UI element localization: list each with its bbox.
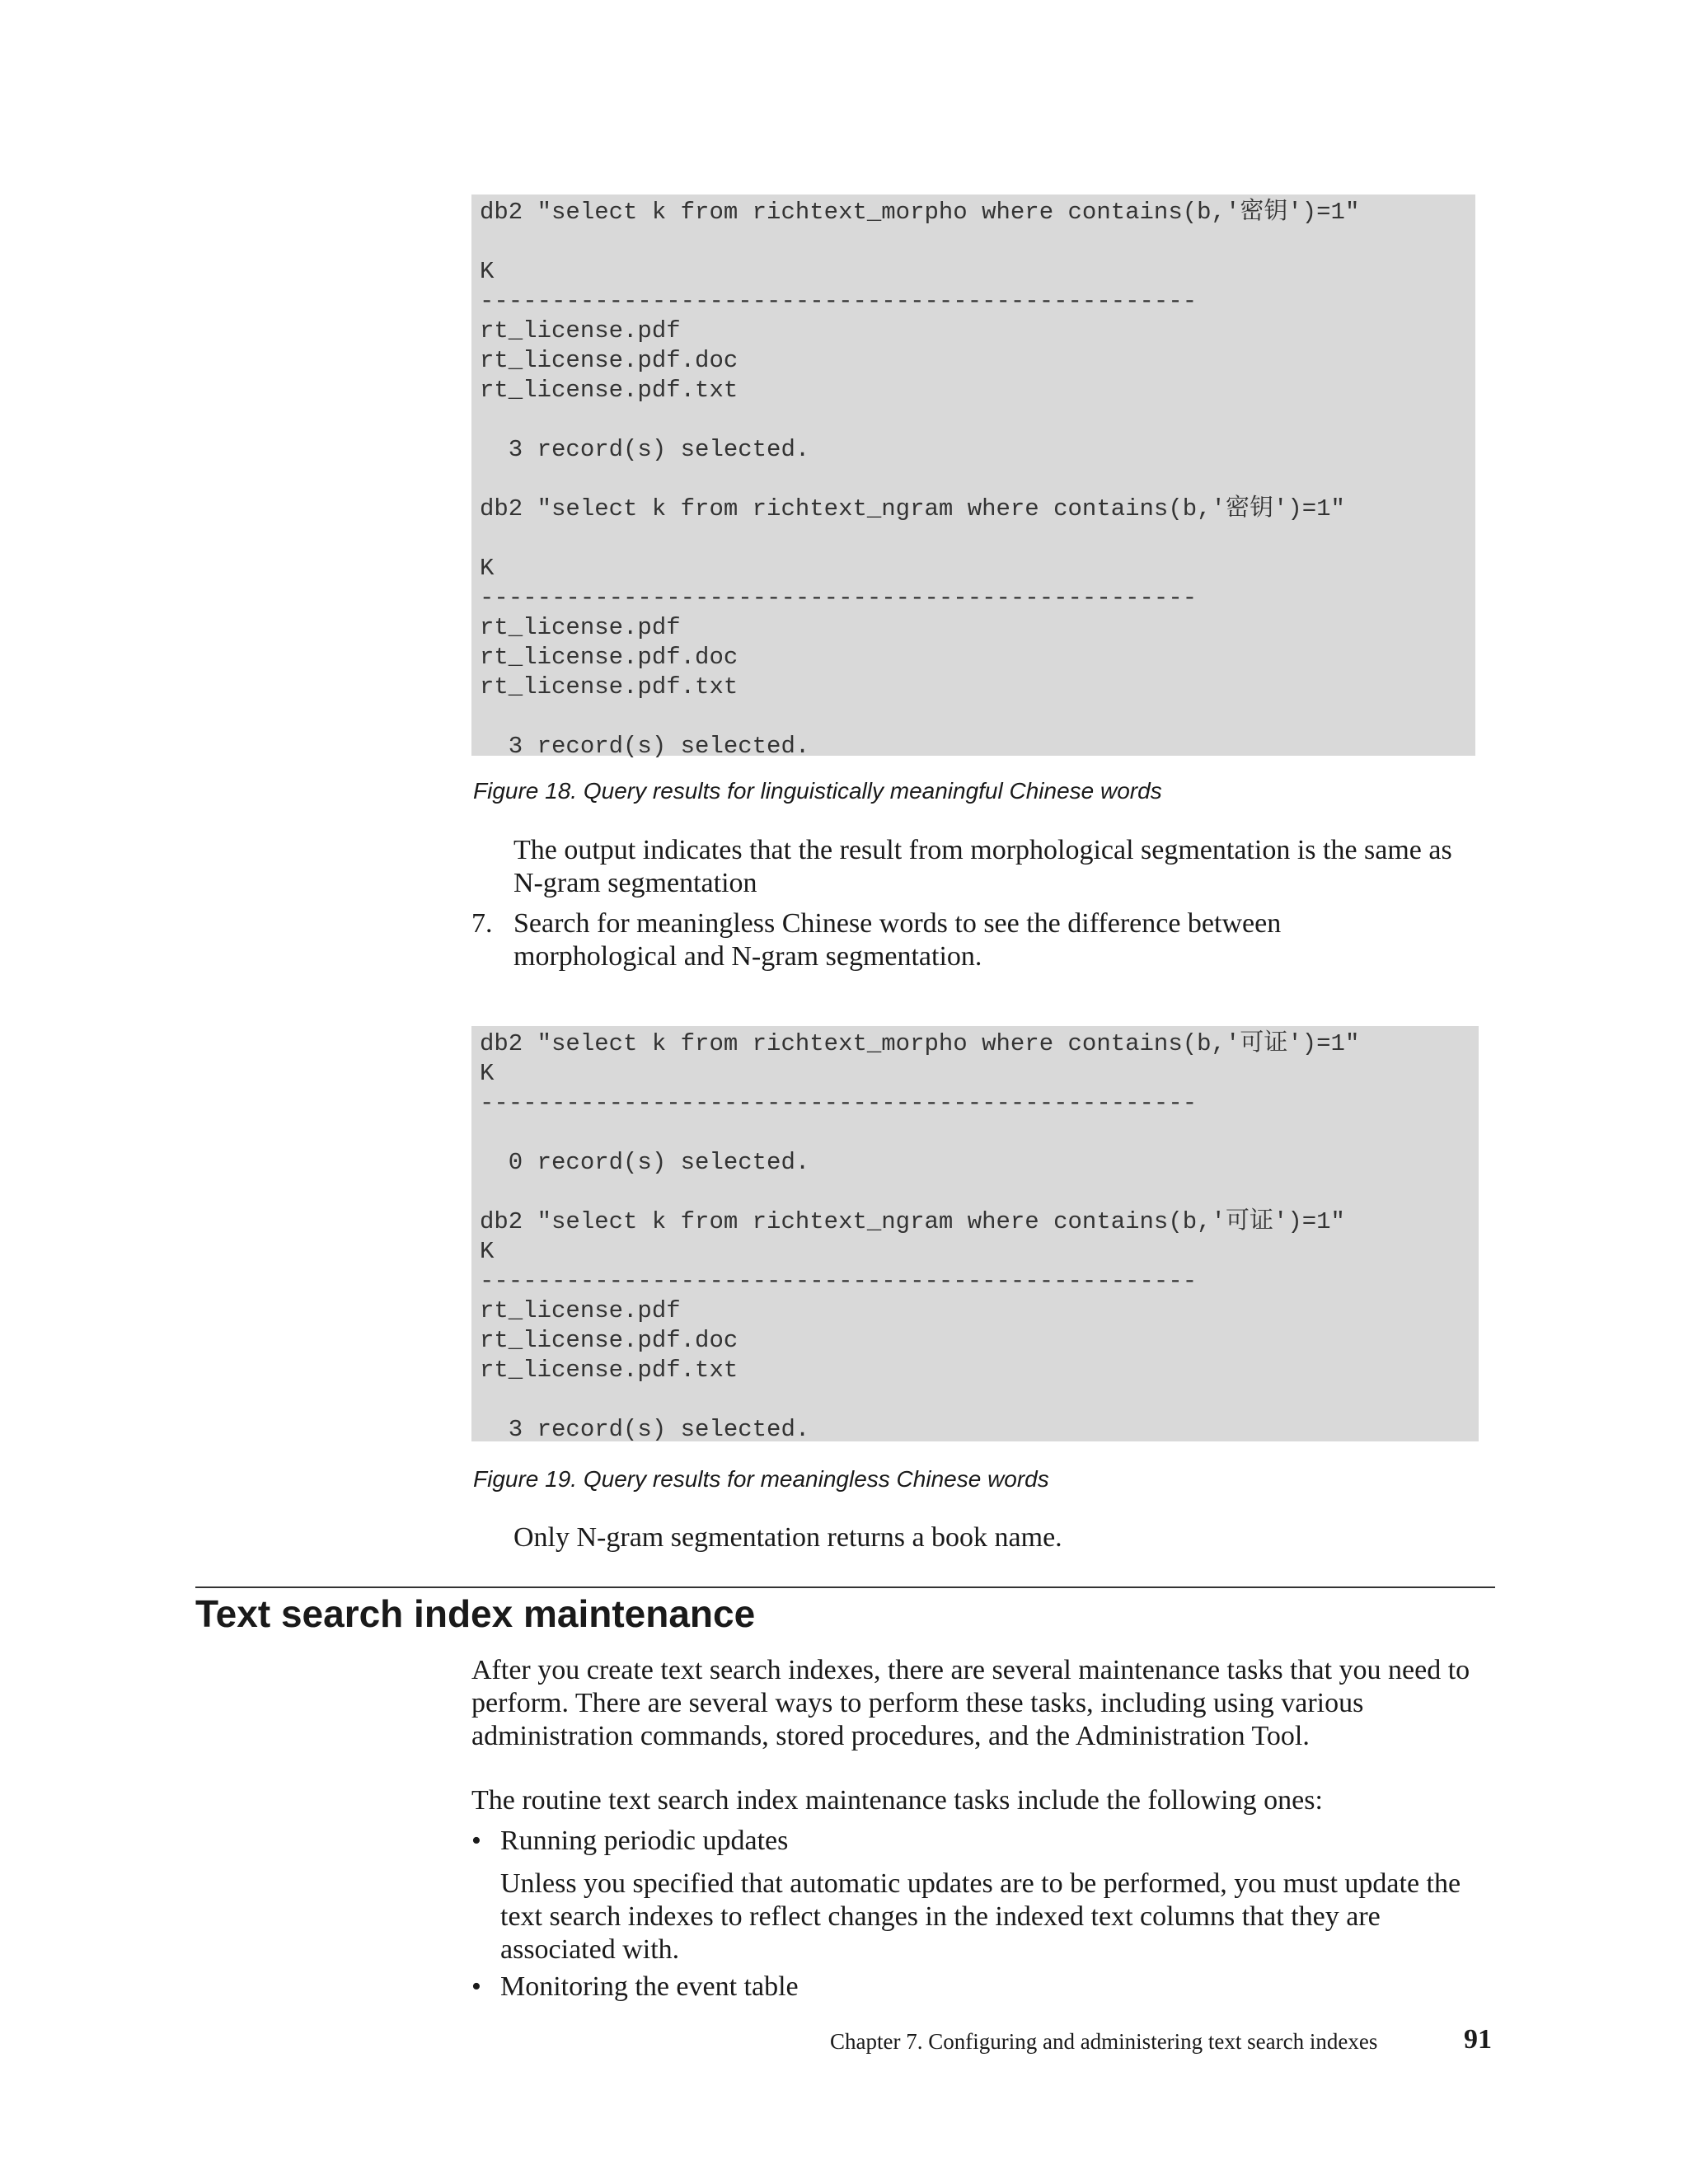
code-line: db2 "select k from richtext_ngram where contains(b,'可证')=1": [480, 1208, 1345, 1235]
bullet-label: Monitoring the event table: [500, 1971, 799, 2002]
code-line: rt_license.pdf.doc: [480, 1327, 738, 1354]
code-line: 3 record(s) selected.: [480, 1416, 810, 1443]
section-divider: [195, 1586, 1495, 1588]
bullet-marker: •: [471, 1825, 481, 1856]
code-line: [480, 1178, 1479, 1207]
step-number: 7.: [471, 908, 493, 939]
code-line: [480, 702, 1475, 732]
code-line: --------------------------------------------------: [480, 288, 1198, 315]
code-line: db2 "select k from richtext_ngram where contains(b,'密钥')=1": [480, 495, 1345, 523]
code-line: [480, 524, 1475, 554]
bullet-marker: •: [471, 1971, 481, 2002]
code-line: --------------------------------------------------: [480, 1090, 1198, 1117]
section-intro-paragraph: After you create text search indexes, there are several maintenance tasks that you need to perform. There are several ways to perform these tasks, including using various administration commands, stored procedures, and the Administration Tool.: [471, 1655, 1470, 1751]
step-7-text: Search for meaningless Chinese words to see the difference between morphological and N-gram segmentation.: [513, 908, 1282, 972]
section-heading: Text search index maintenance: [195, 1592, 756, 1635]
ngram-paragraph: Only N-gram segmentation returns a book name.: [513, 1522, 1062, 1553]
code-line: --------------------------------------------------: [480, 1268, 1198, 1295]
code-line: rt_license.pdf: [480, 1297, 681, 1324]
code-line: --------------------------------------------------: [480, 584, 1198, 612]
code-line: K: [480, 258, 495, 285]
code-line: [480, 405, 1475, 435]
code-line: rt_license.pdf: [480, 614, 681, 641]
code-line: rt_license.pdf.doc: [480, 644, 738, 671]
bullet-label: Running periodic updates: [500, 1825, 789, 1856]
code-line: rt_license.pdf.txt: [480, 377, 738, 404]
code-line: rt_license.pdf.doc: [480, 347, 738, 374]
code-line: rt_license.pdf.txt: [480, 1357, 738, 1384]
code-line: db2 "select k from richtext_morpho where contains(b,'密钥')=1": [480, 199, 1360, 226]
code-line: [480, 465, 1475, 494]
code-line: K: [480, 555, 495, 582]
code-line: rt_license.pdf: [480, 317, 681, 344]
bullet-detail: Unless you specified that automatic updates are to be performed, you must update the text search indexes to reflect changes in the indexed text columns that they are associated with.: [500, 1868, 1461, 1965]
code-line: rt_license.pdf.txt: [480, 673, 738, 701]
running-footer: Chapter 7. Configuring and administering text search indexes: [830, 2029, 1378, 2054]
code-line: db2 "select k from richtext_morpho where contains(b,'可证')=1": [480, 1030, 1360, 1057]
code-line: [480, 1118, 1479, 1148]
figure-18-code-block: [471, 194, 1475, 760]
code-line: [480, 227, 1475, 257]
code-line: 0 record(s) selected.: [480, 1149, 810, 1176]
figure-19-caption: Figure 19. Query results for meaningless Chinese words: [473, 1466, 1049, 1492]
tasks-intro-paragraph: The routine text search index maintenance tasks include the following ones:: [471, 1785, 1323, 1816]
code-line: 3 record(s) selected.: [480, 436, 810, 463]
output-paragraph: The output indicates that the result from morphological segmentation is the same as N-gram segmentation: [513, 835, 1452, 898]
code-line: [480, 1385, 1479, 1415]
code-line: K: [480, 1238, 495, 1265]
page-number: 91: [1464, 2024, 1492, 2055]
figure-18-caption: Figure 18. Query results for linguistically meaningful Chinese words: [473, 778, 1162, 804]
figure-19-code-block: [471, 1026, 1479, 1441]
code-line: 3 record(s) selected.: [480, 733, 810, 760]
code-line: K: [480, 1060, 495, 1087]
